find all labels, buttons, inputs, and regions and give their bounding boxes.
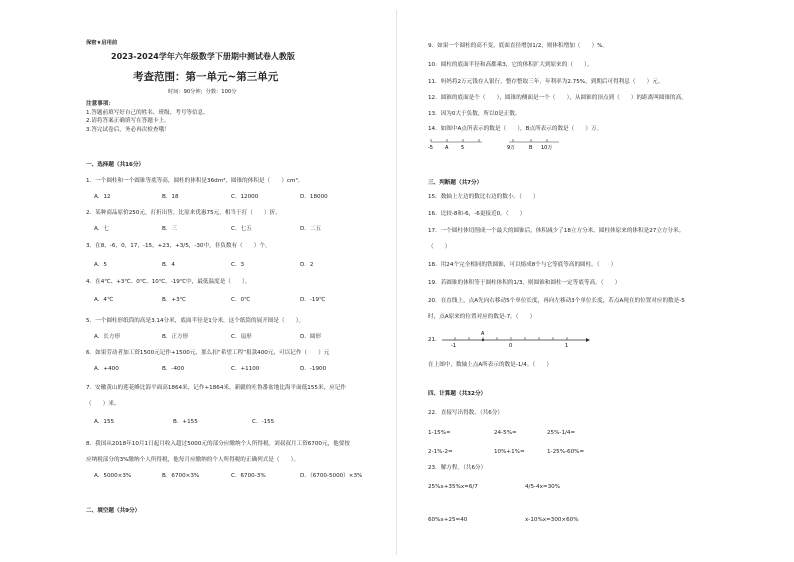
judge-question: 19．若圆锥的体积等于圆柱体积的1/3，则圆锥和圆柱一定等底等高。（ ） <box>428 280 621 286</box>
axis-label: A <box>481 331 485 337</box>
question-stem: 5．一个圆柱形纸筒的高是3.14分米，底面半径是1分米，这个纸筒的展开图是（ ）。 <box>86 318 305 324</box>
equation: 25%x+35%x=6/7 <box>428 484 478 490</box>
option: A．+400 <box>94 366 119 372</box>
option: A．5 <box>94 262 107 268</box>
exam-title: 2023-2024学年六年级数学下册期中测试卷人教版 <box>111 52 295 61</box>
question-stem: 7．安徽黄山的莲花峰比海平面高1864米，记作+1864米，新疆的吐鲁番盆地比海平面低155米，应记作 <box>86 385 346 391</box>
number-line-label: 10万 <box>541 145 553 151</box>
fill-question: 12．圆锥的底面是个（ ），圆锥的侧面是一个（ ），从圆锥的顶点到（ ）的距离叫圆锥的高。 <box>428 95 687 101</box>
calc-item: 2-1%-2= <box>428 449 453 455</box>
q21-number-line-figure <box>440 327 590 349</box>
notice-title: 注意事项： <box>86 101 114 107</box>
fill-question: 10．圆柱的底面半径和高都乘3，它的体积扩大到原来的（ ）。 <box>428 62 593 68</box>
axis-arrow <box>586 338 590 342</box>
option: C．-155 <box>252 419 275 425</box>
time-score: 时间：90分钟；分数：100分 <box>168 89 237 95</box>
number-line-label: B <box>529 145 533 151</box>
option: C．6700-3% <box>231 473 266 479</box>
option: D．（6700-5000）×3% <box>300 473 363 479</box>
question-stem: 6．如果劳动者加工资1500元记作+1500元，那么扣“希望工程”捐款400元，可以记作（ ）元 <box>86 350 330 356</box>
option: B．+155 <box>173 419 198 425</box>
right-page <box>397 0 794 562</box>
judge-question: 17．一个圆柱体切削成一个最大的圆锥后，体积减少了18立方分米。圆柱体原来的体积是27立方分米。 <box>428 228 685 234</box>
judge-question: 20．在直线上，点A先向右移动5个单位长度，再向左移动3个单位长度，若点A现在的位置对应的数是-5 <box>428 298 685 304</box>
judge-question: 18．用24个完全相同的铁圆锥，可以熔成8个与它等底等高的圆柱。（ ） <box>428 262 617 268</box>
option: B．6700×3% <box>162 473 200 479</box>
calc-item: 1-15%= <box>428 430 451 436</box>
question-21-text: 在上图中，数轴上点A所表示的数是-1/4。（ ） <box>428 362 552 368</box>
judge-question-continued: （ ） <box>428 244 451 250</box>
calc-item: 24-5%= <box>494 430 517 436</box>
number-line-label: A <box>445 145 449 151</box>
axis-label: -1 <box>451 343 456 349</box>
option: D．2 <box>300 262 314 268</box>
equation: 4/5-4x=30% <box>525 484 561 490</box>
calc-subheading: 23．解方程。（共6分） <box>428 465 487 471</box>
option: A．长方形 <box>94 334 121 340</box>
option: C．12000 <box>231 194 259 200</box>
option: C．0℃ <box>231 297 251 303</box>
section-fill-heading: 二、填空题（共9分） <box>86 508 141 514</box>
calc-subheading: 22．直接写出得数。（共6分） <box>428 410 504 416</box>
question-stem: 1．一个圆柱和一个圆锥等底等高，圆柱的体积是36dm³，圆锥的体积是（ ）cm³。 <box>86 178 304 184</box>
section-choice-heading: 一、选择题（共16分） <box>86 162 145 168</box>
option: A．155 <box>94 419 115 425</box>
option: A．5000×3% <box>94 473 132 479</box>
option: A．12 <box>94 194 111 200</box>
option: D．二五 <box>300 226 322 232</box>
option: C．+1100 <box>231 366 260 372</box>
question-stem: 4．在4℃、+3℃、0℃、10℃、-19℃中，最低温度是（ ）。 <box>86 279 251 285</box>
judge-question-continued: 时，点A原来的位置对应的数是-7。（ ） <box>428 314 536 320</box>
option: B．三 <box>162 226 178 232</box>
fill-question: 13．因为0大于负数，所以0是正数。 <box>428 111 521 117</box>
exam-subtitle: 考查范围：第一单元~第三单元 <box>133 71 279 83</box>
section-calc-heading: 四、计算题（共32分） <box>428 391 487 397</box>
number-line-label: 9万 <box>507 145 516 151</box>
option: D．18000 <box>300 194 328 200</box>
axis-label: 1 <box>565 343 569 349</box>
equation: 60%x+25=40 <box>428 517 468 523</box>
fill-question: 14．如图中A点所表示的数是（ ），B点所表示的数是（ ）万。 <box>428 126 603 132</box>
judge-question: 16．比较-8和-6，-6更接近0。（ ） <box>428 211 526 217</box>
option: C．3 <box>231 262 245 268</box>
question-stem: 8．我国从2018年10月1日起月收入超过5000元的部分应缴纳个人所得税。刘叔叔月工资6700元，他要按 <box>86 441 350 447</box>
option: B．4 <box>162 262 175 268</box>
question-stem-continued: 应纳税部分的3%缴纳个人所得税，他每月应缴纳的个人所得税的正确列式是（ ）。 <box>86 457 300 463</box>
question-stem: 3．在8，-6，0，17，-15，+23，+3/5，-30中，非负数有（ ）个。 <box>86 243 271 249</box>
option: B．正方形 <box>162 334 189 340</box>
option: D．-1900 <box>300 366 327 372</box>
option: D．圆形 <box>300 334 322 340</box>
option: C．扇形 <box>231 334 252 340</box>
confidential-mark: 保密★启用前 <box>86 40 118 46</box>
number-line-figure <box>427 136 562 156</box>
calc-item: 10%+1%= <box>494 449 525 455</box>
section-judge-heading: 三、判断题（共7分） <box>428 180 483 186</box>
option: B．+3℃ <box>162 297 186 303</box>
equation: x-10%x=300×60% <box>525 517 579 523</box>
question-21-number: 21． <box>428 337 441 343</box>
calc-item: 25%-1/4= <box>547 430 576 436</box>
option: A．4℃ <box>94 297 114 303</box>
point-a <box>482 339 484 341</box>
option: A．七 <box>94 226 110 232</box>
notice-line: 2.请将答案正确填写在答题卡上。 <box>86 118 170 124</box>
notice-line: 1.答题前填写好自己的姓名、班级、考号等信息。 <box>86 110 209 116</box>
question-stem: 2．某种商品原价250元，打折出售，比原来优惠75元，相当于打（ ）折。 <box>86 210 281 216</box>
calc-item: 1-25%-60%= <box>547 449 585 455</box>
axis-label: 0 <box>509 343 513 349</box>
number-line-label: -5 <box>428 145 433 151</box>
fill-question: 11．妈妈将2万元钱存入银行，整存整取三年，年利率为2.75%，到期后可得利息（ ）元。 <box>428 79 664 85</box>
question-stem-continued: （ ）米。 <box>86 401 120 407</box>
judge-question: 15．数轴上左边的数比右边的数小。（ ） <box>428 194 539 200</box>
option: B．-400 <box>162 366 185 372</box>
number-line-label: 5 <box>461 145 465 151</box>
option: D．-19℃ <box>300 297 326 303</box>
fill-question: 9．如果一个圆柱的高不变，底面直径增加1/2，则体积增加（ ）%。 <box>428 43 609 49</box>
notice-line: 3.答完试卷后，务必再次检查哦！ <box>86 127 170 133</box>
option: C．七五 <box>231 226 252 232</box>
option: B．18 <box>162 194 179 200</box>
